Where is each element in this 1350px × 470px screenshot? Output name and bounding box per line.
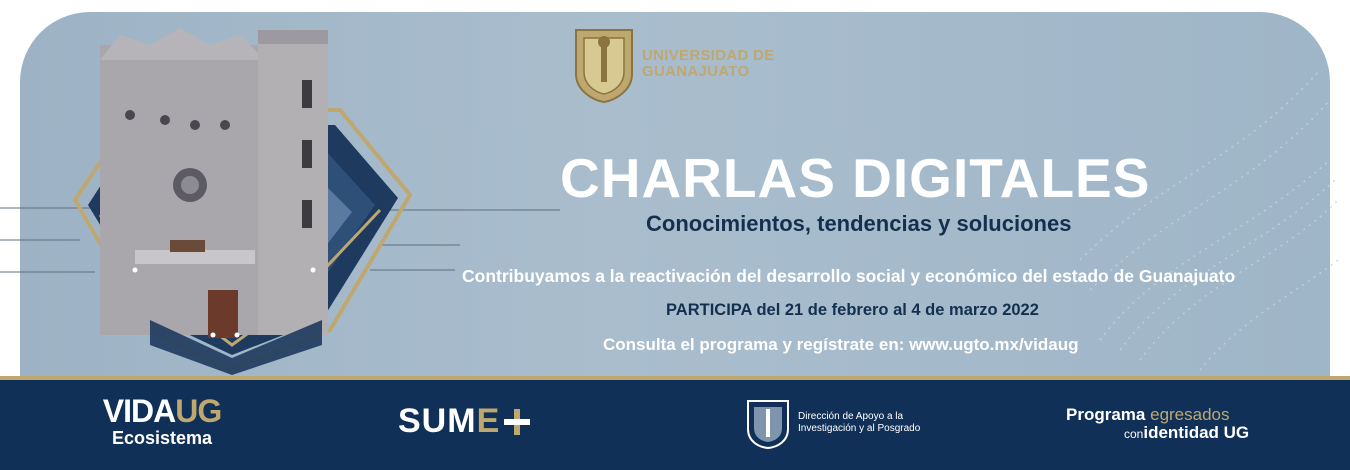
sume-e-letter: E bbox=[476, 402, 501, 440]
programa-egresados-logo bbox=[1066, 406, 1249, 443]
university-name bbox=[642, 48, 775, 80]
ug-word: UG bbox=[175, 393, 222, 429]
vida-word: VIDA bbox=[102, 393, 176, 429]
vida-ug-logo bbox=[82, 394, 242, 448]
egresados-word: egresados bbox=[1150, 405, 1230, 424]
university-name-line1: UNIVERSIDAD DE bbox=[642, 47, 775, 64]
direccion-line2: Investigación y al Posgrado bbox=[798, 423, 921, 434]
direccion-line1: Dirección de Apoyo a la bbox=[798, 411, 904, 422]
university-name-line2: GUANAJUATO bbox=[642, 63, 750, 80]
con-word: con bbox=[1124, 427, 1144, 441]
tagline: Contribuyamos a la reactivación del desarrollo social y económico del estado de Guanajuato bbox=[462, 266, 1236, 286]
subtitle: Conocimientos, tendencias y soluciones bbox=[646, 211, 1072, 236]
plus-icon bbox=[502, 407, 532, 437]
direccion-logo bbox=[746, 397, 938, 449]
programa-word: Programa bbox=[1066, 405, 1146, 424]
cathedral-artwork bbox=[0, 0, 560, 380]
ecosistema-label: Ecosistema bbox=[111, 428, 213, 448]
sume-word: SUM bbox=[398, 402, 477, 440]
registration-info[interactable]: Consulta el programa y regístrate en: www.ugto.mx/vidaug bbox=[603, 335, 1079, 354]
university-logo bbox=[572, 24, 775, 104]
event-dates: PARTICIPA del 21 de febrero al 4 de marzo 2022 bbox=[666, 301, 1039, 319]
identidad-word: identidad UG bbox=[1143, 423, 1250, 442]
sume-logo bbox=[398, 402, 532, 441]
university-crest-icon bbox=[572, 24, 636, 104]
seal-icon bbox=[746, 397, 790, 449]
main-title: CHARLAS DIGITALES bbox=[560, 147, 1151, 209]
